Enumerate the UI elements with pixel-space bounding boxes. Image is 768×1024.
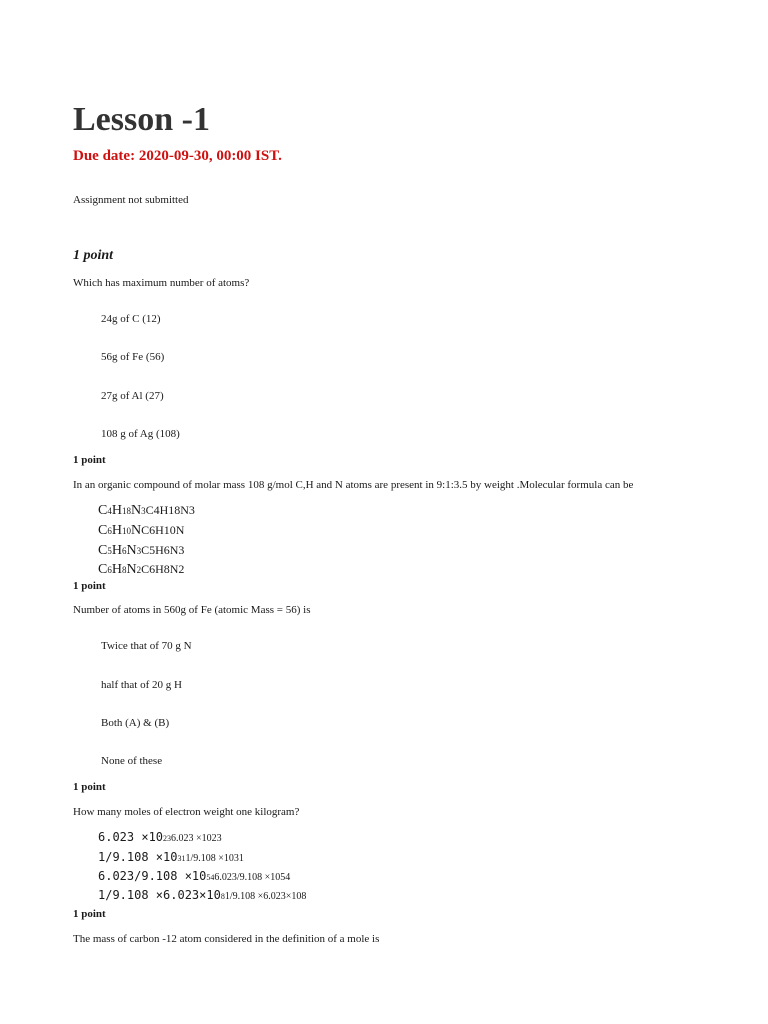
question-5-text: The mass of carbon -12 atom considered in the definition of a mole is (73, 933, 380, 945)
question-1-option-a[interactable]: 24g of C (12) (101, 313, 161, 325)
submission-status: Assignment not submitted (73, 194, 189, 206)
question-4-option-d[interactable]: 1/9.108 ×6.023×1081/9.108 ×6.023×108 (98, 888, 307, 902)
question-3-option-c[interactable]: Both (A) & (B) (101, 717, 170, 729)
question-2-text: In an organic compound of molar mass 108 g/mol C,H and N atoms are present in 9:1:3.5 by weight .Molecular formula can be (73, 479, 634, 491)
question-4-option-a[interactable]: 6.023 ×10236.023 ×1023 (98, 830, 222, 844)
question-3-option-d[interactable]: None of these (101, 755, 163, 767)
due-date: Due date: 2020-09-30, 00:00 IST. (73, 148, 282, 164)
question-3-text: Number of atoms in 560g of Fe (atomic Mass = 56) is (73, 604, 311, 616)
question-2-option-d[interactable]: C6H8N2C6H8N2 (98, 562, 185, 577)
question-4-text: How many moles of electron weight one kilogram? (73, 806, 300, 818)
question-1-text: Which has maximum number of atoms? (73, 277, 250, 289)
question-3-option-a[interactable]: Twice that of 70 g N (101, 640, 192, 652)
question-4-option-c[interactable]: 6.023/9.108 ×10546.023/9.108 ×1054 (98, 869, 291, 883)
question-2-points: 1 point (73, 454, 106, 466)
question-4-points: 1 point (73, 781, 106, 793)
question-1-points: 1 point (73, 248, 114, 263)
question-2-option-a[interactable]: C4H18N3C4H18N3 (98, 503, 195, 518)
question-2-option-c[interactable]: C5H6N3C5H6N3 (98, 543, 185, 558)
question-4-option-b[interactable]: 1/9.108 ×10311/9.108 ×1031 (98, 850, 244, 864)
question-1-option-d[interactable]: 108 g of Ag (108) (101, 428, 180, 440)
question-5-points: 1 point (73, 908, 106, 920)
question-2-option-b[interactable]: C6H10NC6H10N (98, 523, 185, 538)
question-3-points: 1 point (73, 580, 106, 592)
question-1-option-c[interactable]: 27g of Al (27) (101, 390, 164, 402)
page-title: Lesson -1 (73, 101, 210, 138)
question-3-option-b[interactable]: half that of 20 g H (101, 679, 182, 691)
question-1-option-b[interactable]: 56g of Fe (56) (101, 351, 165, 363)
